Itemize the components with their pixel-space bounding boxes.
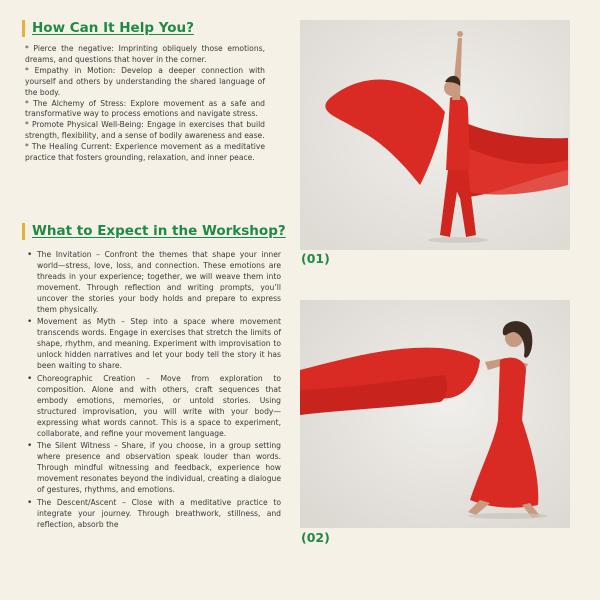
dancer-photo-1 — [300, 20, 570, 250]
dancer-photo-2 — [300, 300, 570, 528]
workshop-item: • Choreographic Creation – Move from exploration to composition. Alone and with others, craft sequences that embody emotions, memories, or untold stories. Using structured improvisation, you will write with your body—expressing what words cannot. This is a space to experiment, collaborate, and refine your movement language. — [37, 374, 281, 439]
workshop-item: • The Silent Witness – Share, if you choose, in a group setting where presence and observation speak louder than words. Through mindful witnessing and feedback, experience how movement resonates beyond the individual, creating a dialogue of gestures, rhythms, and emotions. — [37, 441, 281, 496]
workshop-item: • Movement as Myth – Step into a space where movement transcends words. Engage in exercises that stretch the limits of shape, rhythm, and meaning. Experiment with improvisation to unlock hidden narratives and let your body tell the story it has been waiting to share. — [37, 317, 281, 372]
workshop-list — [24, 250, 281, 533]
help-item: * Empathy in Motion: Develop a deeper connection with yourself and others by understanding the shared language of the body. — [25, 65, 265, 97]
dancer-illustration-2 — [300, 300, 570, 528]
workshop-item: • The Invitation – Confront the themes that shape your inner world—stress, love, loss, and connection. These emotions are threads in your experience; together, we will weave them into movement. Through reflection and writing prompts, you’ll uncover the stories your body holds and prepare to express them physically. — [37, 250, 281, 315]
help-item: * The Alchemy of Stress: Explore movement as a safe and transformative way to process emotions and navigate stress. — [25, 98, 265, 119]
help-list — [25, 44, 265, 164]
help-item: * Promote Physical Well-Being: Engage in exercises that build strength, flexibility, and a sense of bodily awareness and ease. — [25, 120, 265, 141]
dancer-illustration-1 — [300, 20, 570, 250]
workshop-heading: What to Expect in the Workshop? — [22, 223, 286, 240]
workshop-item: • The Descent/Ascent – Close with a meditative practice to integrate your journey. Through breathwork, stillness, and reflection, absorb the — [37, 498, 281, 531]
figure-caption: (01) — [301, 251, 330, 266]
figure-caption: (02) — [301, 530, 330, 545]
help-item: * Pierce the negative: Imprinting obliquely those emotions, dreams, and questions that hover in the corner. — [25, 44, 265, 64]
help-heading: How Can It Help You? — [22, 20, 194, 37]
help-item: * The Healing Current: Experience movement as a meditative practice that fosters grounding, relaxation, and inner peace. — [25, 142, 265, 163]
